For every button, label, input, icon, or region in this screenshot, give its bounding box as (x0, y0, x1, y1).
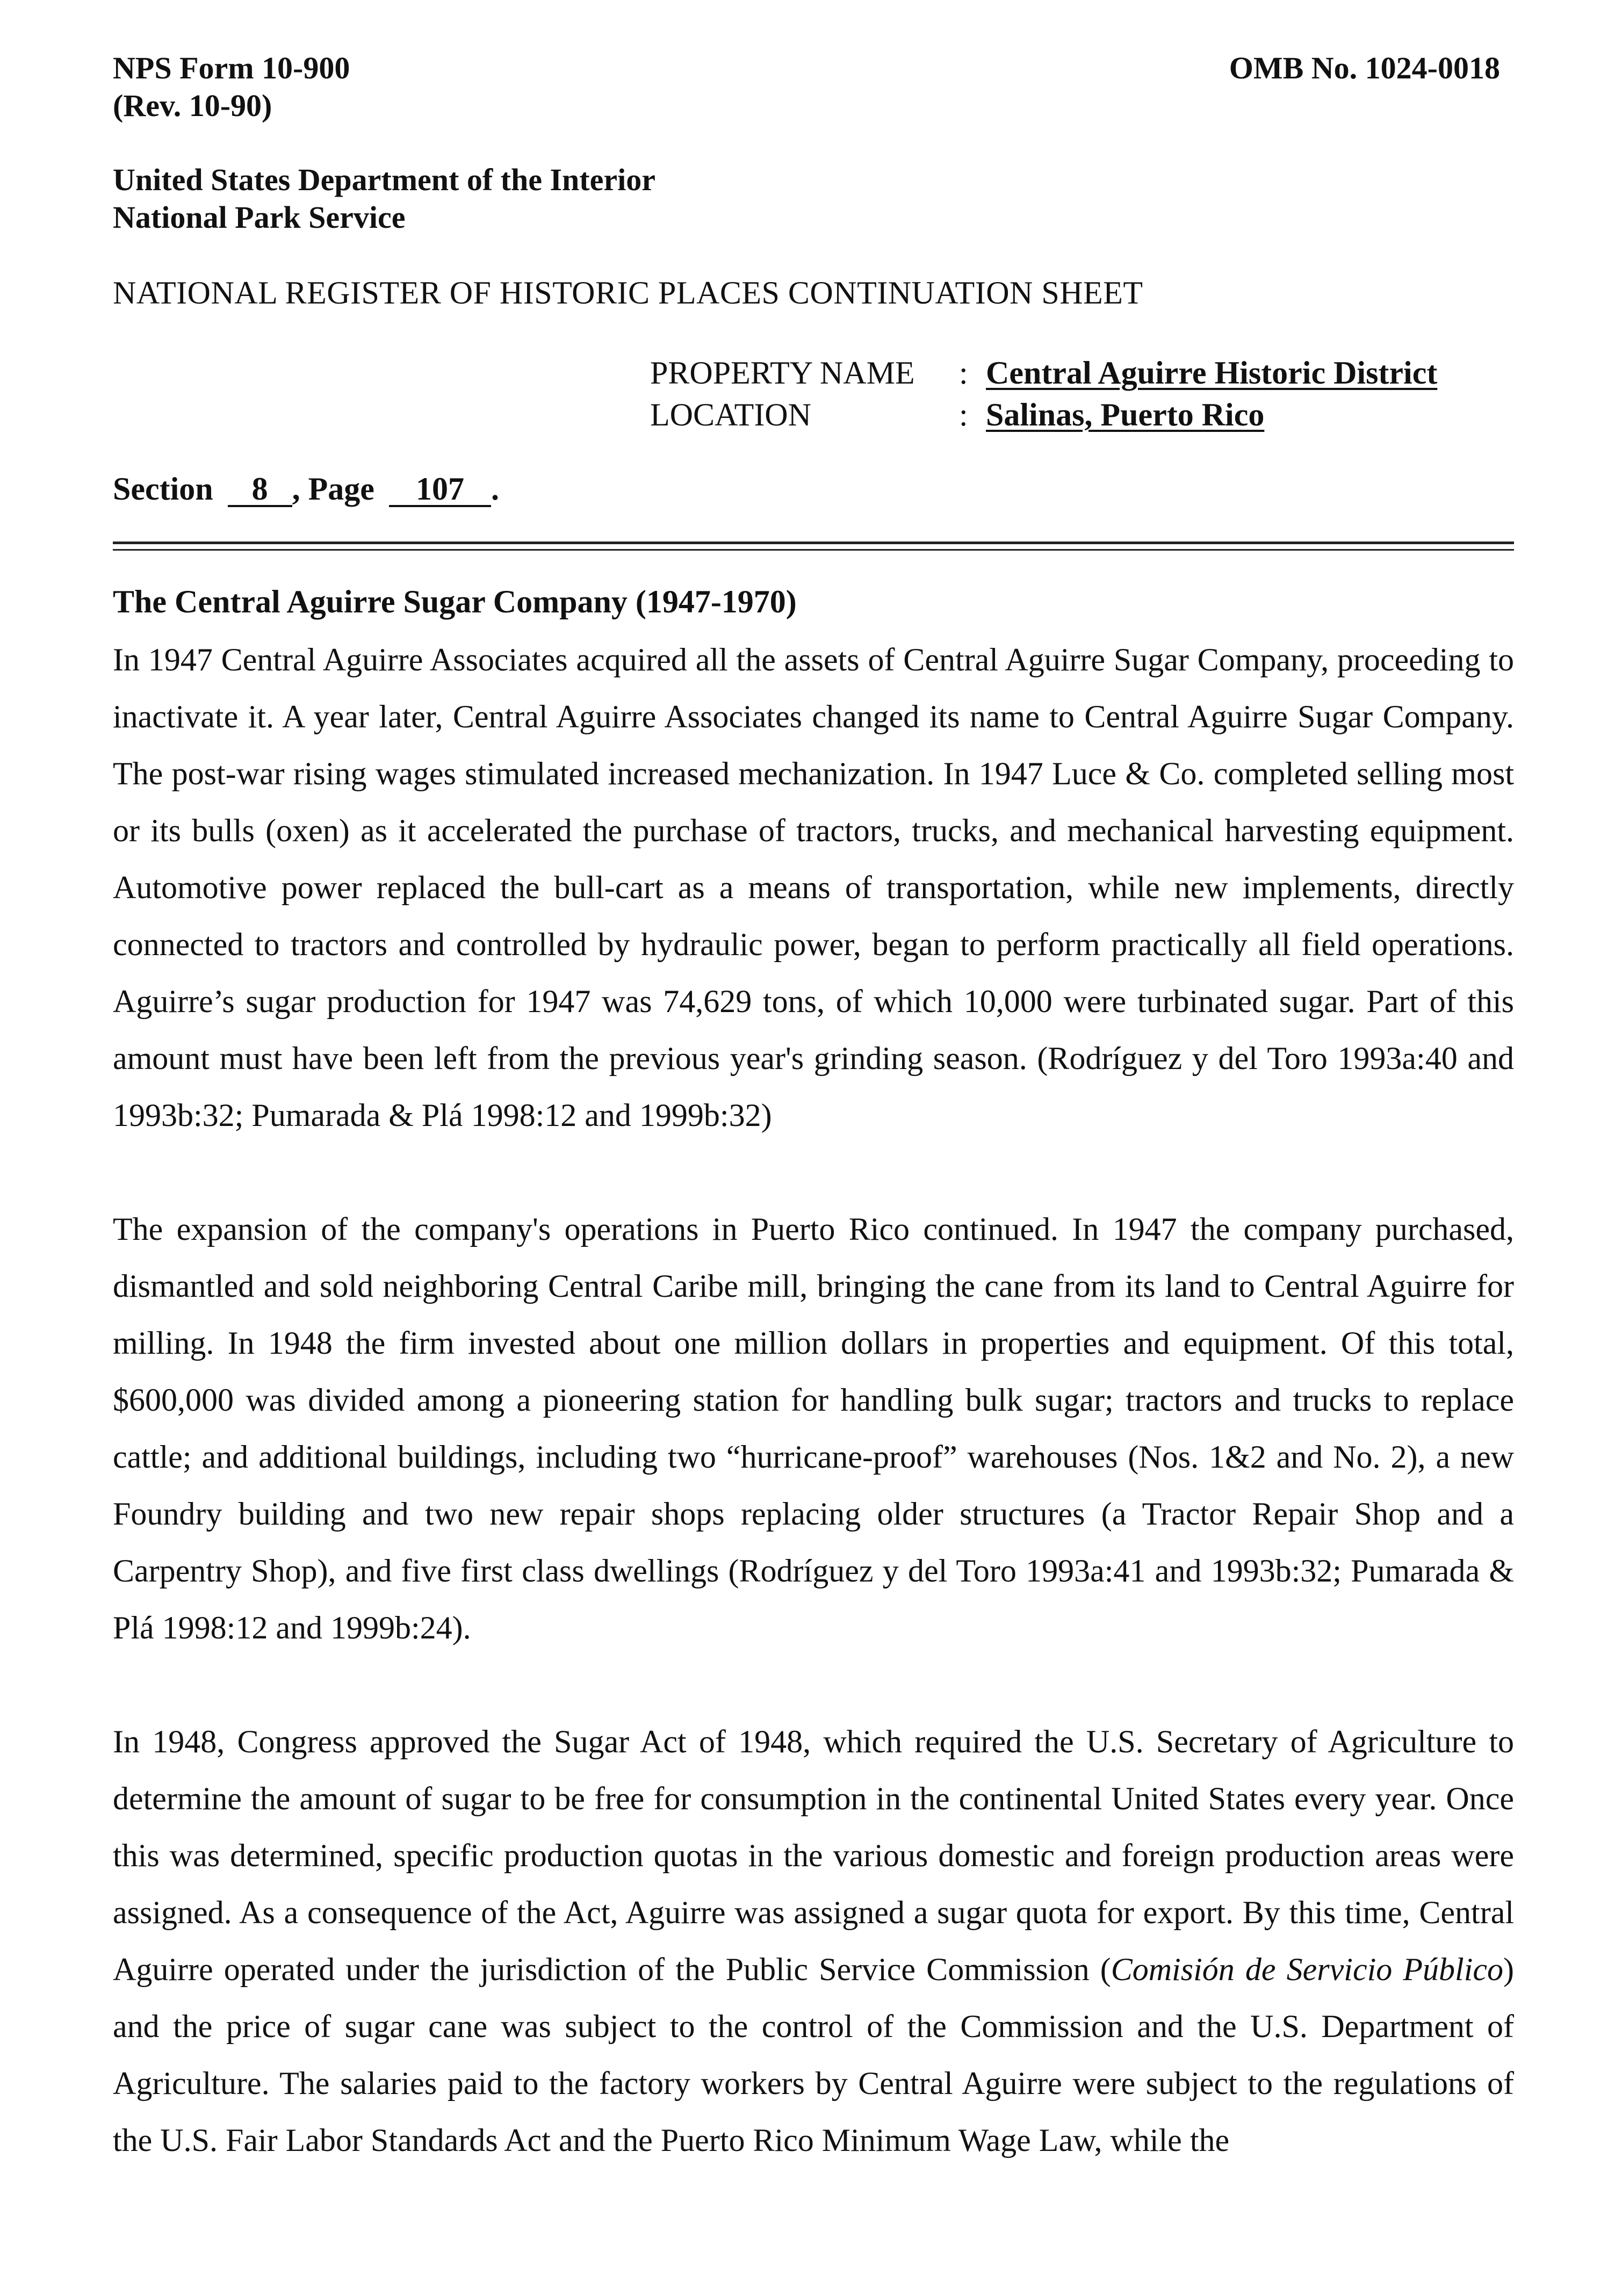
omb-number: OMB No. 1024-0018 (1229, 50, 1500, 85)
paragraph-3-italic: Comisión de Servicio Público (1111, 1952, 1504, 1987)
page-label: Page (308, 471, 374, 507)
location-label: LOCATION (650, 397, 811, 432)
article-body (113, 577, 1514, 2169)
agency-name: National Park Service (113, 200, 406, 235)
form-number: NPS Form 10-900 (113, 50, 350, 85)
property-name-value: Central Aguirre Historic District (986, 355, 1438, 391)
property-name-separator: : (959, 355, 968, 391)
form-revision: (Rev. 10-90) (113, 88, 272, 123)
paragraph-3 (113, 1713, 1514, 2169)
paragraph-1: In 1947 Central Aguirre Associates acquired all the assets of Central Aguirre Sugar Company, proceeding to inactivate it. A year later, Central Aguirre Associates changed its name to Central Aguirre Sugar Company. The post-war rising wages stimulated increased mechanization. In 1947 Luce & Co. completed selling most or its bulls (oxen) as it accelerated the purchase of tractors, trucks, and mechanical harvesting equipment. Automotive power replaced the bull-cart as a means of transportation, while new implements, directly connected to tractors and controlled by hydraulic power, began to perform practically all field operations. Aguirre’s sugar production for 1947 was 74,629 tons, of which 10,000 were turbinated sugar. Part of this amount must have been left from the previous year's grinding season. (Rodríguez y del Toro 1993a:40 and 1993b:32; Pumarada & Plá 1998:12 and 1999b:32) (113, 642, 1514, 1133)
agency-block (113, 161, 655, 236)
paragraph-3-part-a: In 1948, Congress approved the Sugar Act of 1948, which required the U.S. Secretary of Agriculture to determine the amount of sugar to be free for consumption in the continental United States every year. Once this was determined, specific production quotas in the various domestic and foreign production areas were assigned. As a consequence of the Act, Aguirre was assigned a sugar quota for export. By this time, Central Aguirre operated under the jurisdiction of the Public Service Commission ( (113, 1724, 1514, 1987)
department-name: United States Department of the Interior (113, 162, 655, 197)
section-page-line: Section 8 , Page 107 . (113, 471, 499, 507)
section-number: 8 (228, 473, 292, 507)
section-label: Section (113, 471, 213, 507)
page-number: 107 (389, 473, 491, 507)
location-separator: : (959, 397, 968, 432)
paragraph-2: The expansion of the company's operations in Puerto Rico continued. In 1947 the company purchased, dismantled and sold neighboring Central Caribe mill, bringing the cane from its land to Central Aguirre for milling. In 1948 the firm invested about one million dollars in properties and equipment. Of this total, $600,000 was divided among a pioneering station for handling bulk sugar; tractors and trucks to replace cattle; and additional buildings, including two “hurricane-proof” warehouses (Nos. 1&2 and No. 2), a new Foundry building and two new repair shops replacing older structures (a Tractor Repair Shop and a Carpentry Shop), and five first class dwellings (Rodríguez y del Toro 1993a:41 and 1993b:32; Pumarada & Plá 1998:12 and 1999b:24). (113, 1211, 1514, 1645)
article-heading: The Central Aguirre Sugar Company (1947-1970) (113, 584, 797, 619)
header-divider-top (113, 541, 1514, 544)
paragraph-3-part-b: ) and the price of sugar cane was subject to the control of the Commission and the U.S. Department of Agriculture. The salaries paid to the factory workers by Central Aguirre were subject to the regulations of the U.S. Fair Labor Standards Act and the Puerto Rico Minimum Wage Law, while the (113, 1952, 1514, 2158)
location-value: Salinas, Puerto Rico (986, 397, 1265, 432)
form-identifier (113, 49, 350, 125)
property-name-label: PROPERTY NAME (650, 355, 915, 391)
header-divider-bottom (113, 549, 1514, 551)
sheet-title: NATIONAL REGISTER OF HISTORIC PLACES CONTINUATION SHEET (113, 275, 1143, 311)
property-info (650, 352, 1437, 436)
